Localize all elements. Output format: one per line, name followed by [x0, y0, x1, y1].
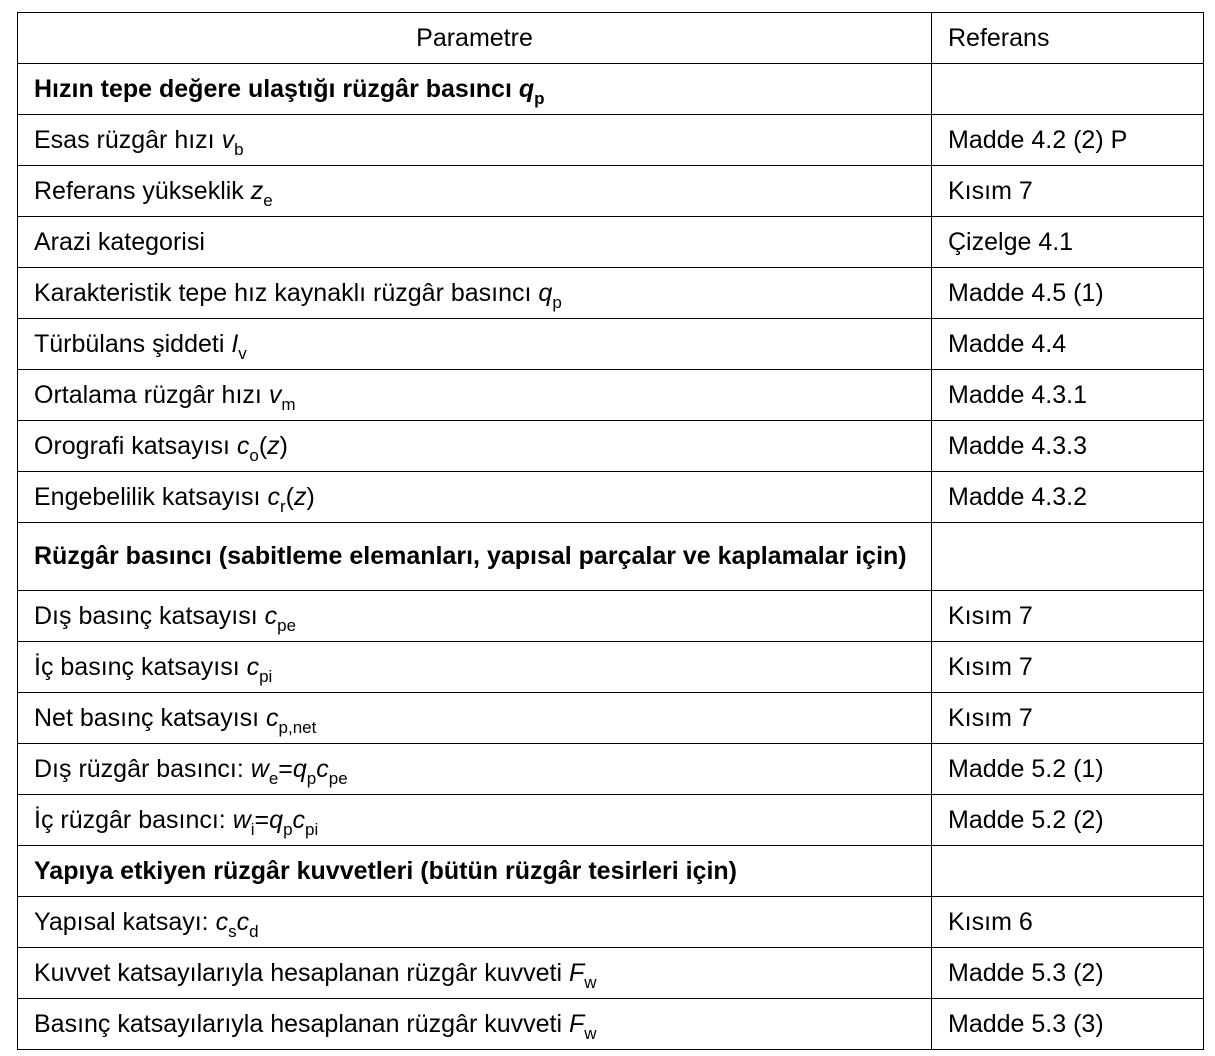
parameter-cell [18, 948, 932, 999]
symbol: c [236, 907, 250, 936]
parameter-text: Yapısal katsayı: [34, 907, 216, 936]
table-row [18, 948, 1204, 999]
parameter-text: Karakteristik tepe hız kaynaklı rüzgâr basıncı [34, 278, 539, 307]
parameter-cell [18, 472, 932, 523]
symbol: c [267, 482, 280, 511]
parameter-text: Referans yükseklik [34, 176, 251, 205]
parameter-text: Türbülans şiddeti [34, 329, 232, 358]
table-body [18, 64, 1204, 1050]
symbol-subscript: p [306, 768, 317, 788]
symbol-subscript: p [534, 88, 545, 108]
symbol-subscript: pi [259, 666, 273, 686]
symbol: c [266, 703, 279, 732]
parameter-cell [18, 217, 932, 268]
symbol: w [232, 805, 251, 834]
symbol: c [246, 652, 260, 681]
symbol-subscript: e [268, 768, 279, 788]
parameter-cell [18, 744, 932, 795]
parameter-cell [18, 523, 932, 591]
parameter-cell [18, 795, 932, 846]
parameter-text: Arazi kategorisi [34, 227, 205, 256]
parameter-cell [18, 642, 932, 693]
reference-cell: Madde 4.5 (1) [932, 268, 1204, 319]
reference-cell: Kısım 7 [932, 166, 1204, 217]
parameter-text: Net basınç katsayısı [34, 703, 267, 732]
symbol: F [569, 958, 585, 987]
table-row [18, 897, 1204, 948]
table-row [18, 115, 1204, 166]
table-row [18, 421, 1204, 472]
table-header-row [18, 13, 1204, 64]
symbol-subscript: o [249, 445, 259, 465]
symbol-subscript: m [281, 394, 296, 414]
symbol: c [292, 805, 306, 834]
table-row [18, 166, 1204, 217]
table-row [18, 999, 1204, 1050]
equals-sign: = [278, 754, 293, 783]
table-row [18, 319, 1204, 370]
parameter-text: Dış basınç katsayısı [34, 601, 265, 630]
symbol-subscript: s [228, 921, 237, 941]
symbol-subscript: p [552, 292, 562, 312]
table-row [18, 795, 1204, 846]
symbol-subscript: d [249, 921, 259, 941]
symbol: v [268, 380, 282, 409]
parameter-cell [18, 319, 932, 370]
parameter-text: Hızın tepe değere ulaştığı rüzgâr basıncı [34, 74, 519, 103]
parameter-text: Basınç katsayılarıyla hesaplanan rüzgâr kuvveti [34, 1009, 569, 1038]
parameter-cell [18, 693, 932, 744]
symbol-subscript: w [584, 972, 597, 992]
table-row [18, 472, 1204, 523]
reference-table [17, 12, 1204, 1050]
symbol: q [269, 805, 284, 834]
symbol: c [236, 431, 250, 460]
parameter-text: Dış rüzgâr basıncı: [34, 754, 251, 783]
parameter-text: İç basınç katsayısı [34, 652, 247, 681]
parameter-text: Rüzgâr basıncı (sabitleme elemanları, yapısal parçalar ve kaplamalar için) [34, 542, 907, 570]
parameter-cell [18, 64, 932, 115]
parameter-text: İç rüzgâr basıncı: [34, 805, 233, 834]
symbol: c [316, 754, 329, 783]
table-row [18, 693, 1204, 744]
symbol-subscript: pi [305, 819, 319, 839]
parameter-text: Esas rüzgâr hızı [34, 125, 222, 154]
reference-cell: Madde 5.3 (2) [932, 948, 1204, 999]
symbol-subscript: i [250, 819, 255, 839]
reference-cell [932, 846, 1204, 897]
parameter-cell [18, 166, 932, 217]
symbol-subscript: p,net [278, 717, 317, 737]
symbol-subscript: w [584, 1023, 597, 1043]
symbol-subscript: pe [277, 615, 297, 635]
table-row [18, 370, 1204, 421]
column-header-parameter: Parametre [18, 13, 932, 64]
table-section-row [18, 523, 1204, 591]
parameter-cell [18, 115, 932, 166]
symbol: c [215, 907, 229, 936]
symbol: w [250, 754, 269, 783]
parameter-text: Ortalama rüzgâr hızı [34, 380, 269, 409]
symbol: q [518, 74, 535, 103]
parameter-cell [18, 370, 932, 421]
table-section-row [18, 64, 1204, 115]
equals-sign: = [254, 805, 270, 834]
reference-cell: Kısım 6 [932, 897, 1204, 948]
parameter-text: Orografi katsayısı [34, 431, 237, 460]
symbol-subscript: pe [328, 768, 348, 788]
symbol-subscript: p [283, 819, 293, 839]
reference-cell: Kısım 7 [932, 693, 1204, 744]
symbol: z [250, 176, 264, 205]
symbol: q [292, 754, 307, 783]
parameter-cell [18, 846, 932, 897]
reference-cell [932, 64, 1204, 115]
parameter-cell [18, 268, 932, 319]
parameter-text: Kuvvet katsayılarıyla hesaplanan rüzgâr kuvveti [34, 958, 569, 987]
reference-cell: Madde 4.3.1 [932, 370, 1204, 421]
symbol-subscript: e [263, 190, 273, 210]
reference-cell: Madde 5.2 (2) [932, 795, 1204, 846]
table-row [18, 591, 1204, 642]
table-row [18, 744, 1204, 795]
reference-cell: Kısım 7 [932, 591, 1204, 642]
reference-cell: Madde 4.3.3 [932, 421, 1204, 472]
parameter-text: Yapıya etkiyen rüzgâr kuvvetleri (bütün rüzgâr tesirleri için) [34, 856, 738, 885]
table-row [18, 642, 1204, 693]
parameter-cell [18, 999, 932, 1050]
symbol: q [538, 278, 553, 307]
reference-cell: Madde 5.2 (1) [932, 744, 1204, 795]
symbol: I [231, 329, 239, 358]
argument: (z) [285, 482, 315, 511]
reference-cell: Madde 4.2 (2) P [932, 115, 1204, 166]
reference-cell: Madde 5.3 (3) [932, 999, 1204, 1050]
argument: (z) [258, 431, 288, 460]
symbol: F [569, 1009, 585, 1038]
reference-cell [932, 523, 1204, 591]
column-header-reference: Referans [932, 13, 1204, 64]
reference-cell: Madde 4.4 [932, 319, 1204, 370]
symbol-subscript: v [238, 343, 247, 363]
parameter-cell [18, 421, 932, 472]
reference-cell: Kısım 7 [932, 642, 1204, 693]
table-row [18, 217, 1204, 268]
symbol: c [264, 601, 278, 630]
parameter-text: Engebelilik katsayısı [34, 482, 268, 511]
reference-cell: Madde 4.3.2 [932, 472, 1204, 523]
parameter-cell [18, 897, 932, 948]
reference-cell: Çizelge 4.1 [932, 217, 1204, 268]
table-section-row [18, 846, 1204, 897]
table-row [18, 268, 1204, 319]
symbol-subscript: b [234, 139, 244, 159]
symbol-subscript: r [279, 496, 286, 516]
parameter-cell [18, 591, 932, 642]
symbol: v [221, 125, 235, 154]
